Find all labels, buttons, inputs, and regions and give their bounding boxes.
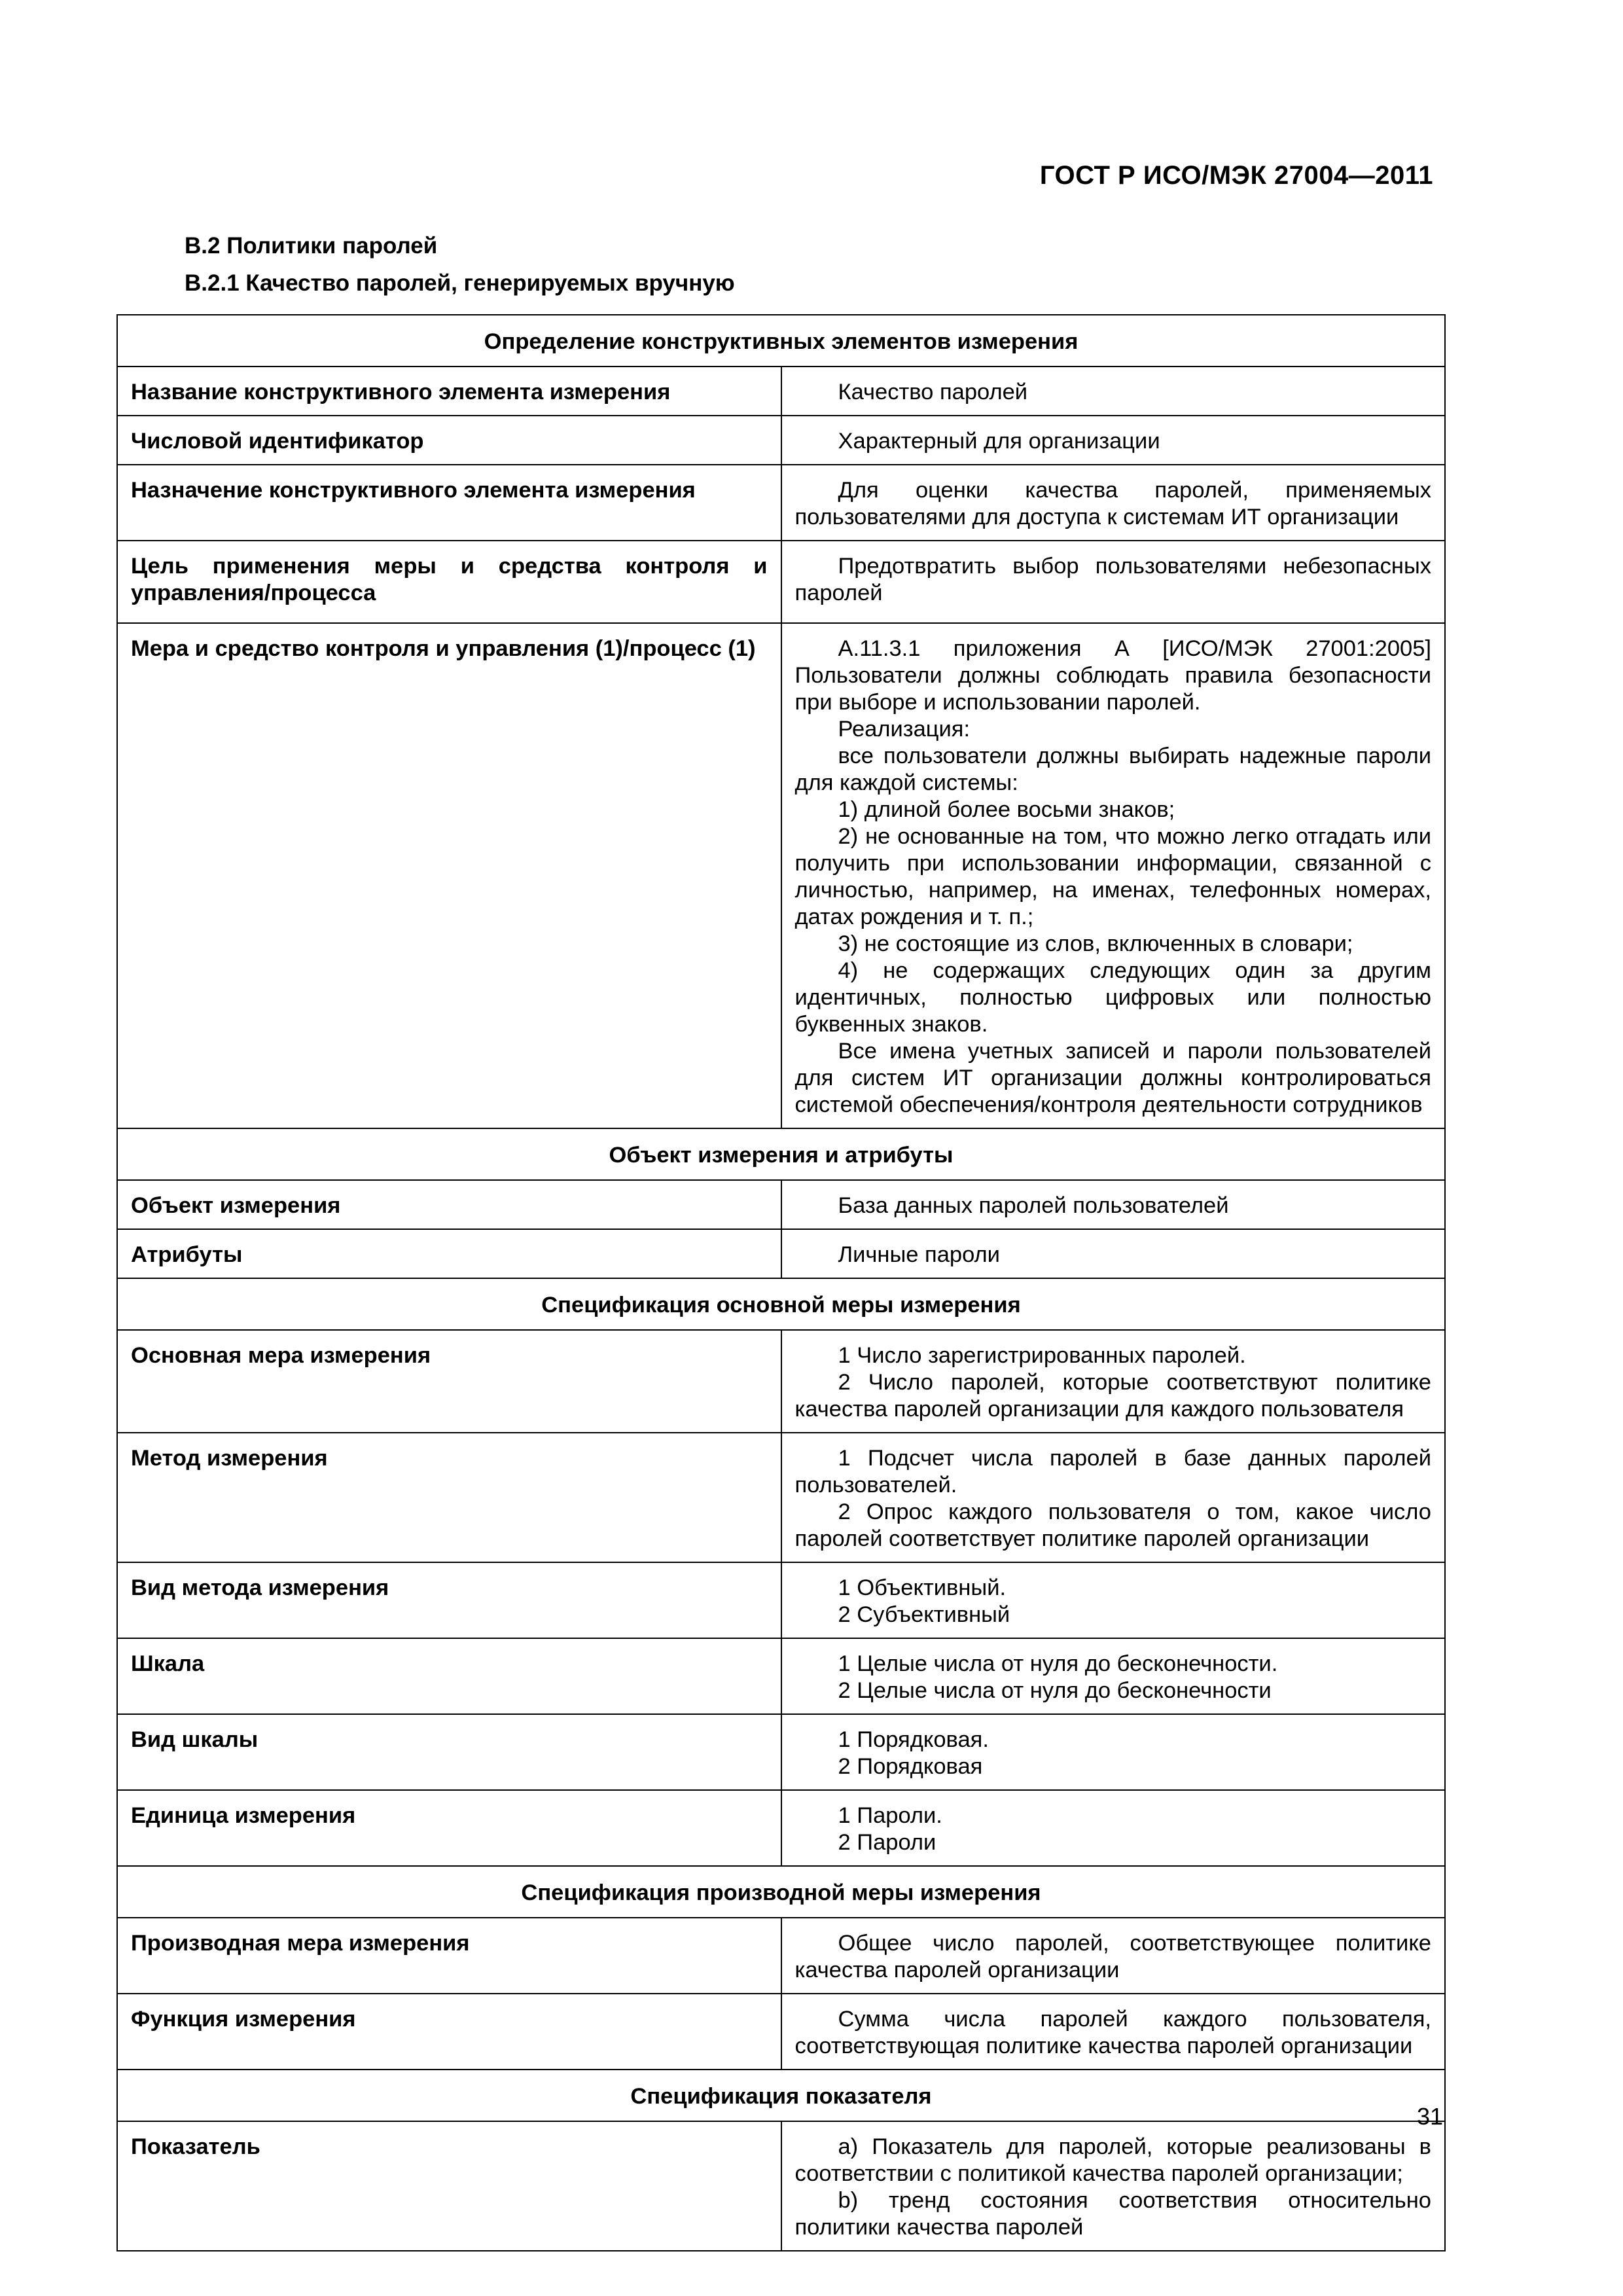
- value-line: 2) не основанные на том, что можно легко отгадать или получить при использовании информации, связанной с личностью, например, на именах, телефонных номерах, датах рождения и т. п.;: [794, 824, 1431, 929]
- table-row: [117, 1180, 1445, 1229]
- table-row: [117, 623, 1445, 1128]
- row-value: [781, 1330, 1446, 1433]
- value-line: 4) не содержащих следующих один за другим идентичных, полностью цифровых или полностью буквенных знаков.: [794, 958, 1431, 1037]
- row-value: [781, 2121, 1446, 2251]
- measurement-spec-table: [116, 314, 1446, 2251]
- subsection-heading: В.2.1 Качество паролей, генерируемых вручную: [185, 270, 735, 296]
- section-heading: В.2 Политики паролей: [185, 233, 438, 259]
- table-section-row: [117, 1128, 1445, 1180]
- value-line: Реализация:: [838, 717, 971, 742]
- table-section-row: [117, 1278, 1445, 1330]
- row-label: Метод измерения: [117, 1433, 781, 1562]
- row-value: [781, 623, 1446, 1128]
- row-label: Цель применения меры и средства контроля и управления/процесса: [117, 541, 781, 623]
- row-label: Объект измерения: [117, 1180, 781, 1229]
- value-line: Все имена учетных записей и пароли пользователей для систем ИТ организации должны контролироваться системой обеспечения/контроля деятельности сотрудников: [794, 1039, 1431, 1117]
- row-label: Показатель: [117, 2121, 781, 2251]
- row-label: Числовой идентификатор: [117, 416, 781, 465]
- value-line: 1 Объективный.: [838, 1575, 1007, 1600]
- row-label: Единица измерения: [117, 1790, 781, 1866]
- value-line: все пользователи должны выбирать надежные пароли для каждой системы:: [794, 744, 1431, 795]
- value-line: 2 Число паролей, которые соответствуют политике качества паролей организации для каждого пользователя: [794, 1370, 1431, 1422]
- value-text: Предотвратить выбор пользователями небезопасных паролей: [794, 554, 1431, 605]
- table-row: [117, 1714, 1445, 1790]
- table-row: [117, 465, 1445, 541]
- row-value: [781, 1433, 1446, 1562]
- value-line: 2 Целые числа от нуля до бесконечности: [838, 1678, 1272, 1703]
- value-line: a) Показатель для паролей, которые реализованы в соответствии с политикой качества паролей организации;: [794, 2134, 1431, 2186]
- section-title: Определение конструктивных элементов измерения: [117, 315, 1445, 367]
- row-value: [781, 367, 1446, 416]
- row-label: Производная мера измерения: [117, 1918, 781, 1994]
- table-row: [117, 1562, 1445, 1638]
- row-label: Атрибуты: [117, 1229, 781, 1278]
- value-line: 2 Опрос каждого пользователя о том, какое число паролей соответствует политике паролей организации: [794, 1499, 1431, 1551]
- section-title: Спецификация производной меры измерения: [117, 1866, 1445, 1918]
- value-line: 1 Пароли.: [838, 1803, 942, 1828]
- value-line: 2 Порядковая: [838, 1754, 983, 1779]
- row-label: Функция измерения: [117, 1994, 781, 2070]
- value-line: 2 Пароли: [838, 1830, 936, 1855]
- row-value: [781, 1714, 1446, 1790]
- table-row: [117, 1330, 1445, 1433]
- row-label: Основная мера измерения: [117, 1330, 781, 1433]
- row-label: Шкала: [117, 1638, 781, 1714]
- value-line: 1 Целые числа от нуля до бесконечности.: [838, 1651, 1278, 1676]
- table-section-row: [117, 2070, 1445, 2121]
- table-section-row: [117, 315, 1445, 367]
- table-section-row: [117, 1866, 1445, 1918]
- row-label: Назначение конструктивного элемента измерения: [117, 465, 781, 541]
- table-row: [117, 1994, 1445, 2070]
- row-value: [781, 416, 1446, 465]
- table-row: [117, 541, 1445, 623]
- value-line: 1 Число зарегистрированных паролей.: [838, 1343, 1246, 1368]
- table-row: [117, 1433, 1445, 1562]
- value-text: Сумма числа паролей каждого пользователя, соответствующая политике качества паролей организации: [794, 2007, 1431, 2058]
- row-value: [781, 1229, 1446, 1278]
- section-title: Спецификация показателя: [117, 2070, 1445, 2121]
- page-number: 31: [1416, 2103, 1443, 2130]
- row-value: [781, 541, 1446, 623]
- table-row: [117, 2121, 1445, 2251]
- value-line: 3) не состоящие из слов, включенных в словари;: [838, 931, 1353, 956]
- value-line: 1 Порядковая.: [838, 1727, 989, 1752]
- table-row: [117, 367, 1445, 416]
- row-value: [781, 465, 1446, 541]
- row-label: Вид шкалы: [117, 1714, 781, 1790]
- standard-title: ГОСТ Р ИСО/МЭК 27004—2011: [1039, 161, 1433, 190]
- value-text: База данных паролей пользователей: [838, 1193, 1229, 1218]
- row-value: [781, 1180, 1446, 1229]
- value-text: Общее число паролей, соответствующее политике качества паролей организации: [794, 1931, 1431, 1982]
- row-label: Название конструктивного элемента измерения: [117, 367, 781, 416]
- value-line: 1 Подсчет числа паролей в базе данных паролей пользователей.: [794, 1446, 1431, 1498]
- section-title: Объект измерения и атрибуты: [117, 1128, 1445, 1180]
- value-text: Личные пароли: [838, 1242, 1000, 1267]
- table-row: [117, 416, 1445, 465]
- table-row: [117, 1229, 1445, 1278]
- table-row: [117, 1790, 1445, 1866]
- value-text: Для оценки качества паролей, применяемых пользователями для доступа к системам ИТ организации: [794, 478, 1431, 529]
- row-value: [781, 1918, 1446, 1994]
- table-row: [117, 1638, 1445, 1714]
- value-text: Качество паролей: [838, 380, 1028, 404]
- value-line: 1) длиной более восьми знаков;: [838, 797, 1175, 822]
- value-line: 2 Субъективный: [838, 1602, 1010, 1627]
- row-value: [781, 1562, 1446, 1638]
- value-line: b) тренд состояния соответствия относительно политики качества паролей: [794, 2188, 1431, 2240]
- value-text: Характерный для организации: [838, 429, 1160, 454]
- row-label: Вид метода измерения: [117, 1562, 781, 1638]
- row-value: [781, 1790, 1446, 1866]
- value-line: А.11.3.1 приложения А [ИСО/МЭК 27001:2005] Пользователи должны соблюдать правила безопасности при выборе и использовании паролей.: [794, 636, 1431, 715]
- row-value: [781, 1638, 1446, 1714]
- table-row: [117, 1918, 1445, 1994]
- section-title: Спецификация основной меры измерения: [117, 1278, 1445, 1330]
- row-label: Мера и средство контроля и управления (1)/процесс (1): [117, 623, 781, 1128]
- row-value: [781, 1994, 1446, 2070]
